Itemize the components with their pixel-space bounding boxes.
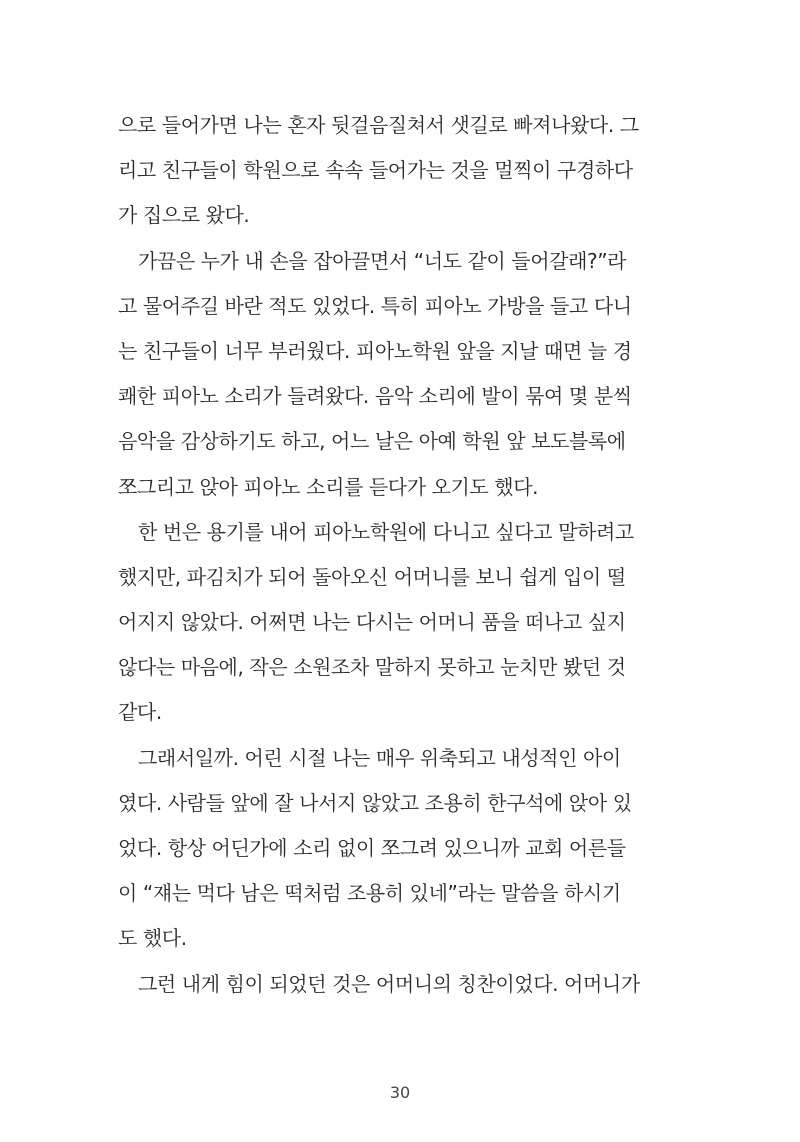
text-line: 가 집으로 왔다. — [118, 203, 250, 228]
text-line: 했지만, 파김치가 되어 돌아오신 어머니를 보니 쉽게 입이 떨 — [118, 564, 626, 589]
text-line: 이 “쟤는 먹다 남은 떡처럼 조용히 있네”라는 말씀을 하시기 — [118, 881, 621, 906]
text-line: 었다. 항상 어딘가에 소리 없이 쪼그려 있으니까 교회 어른들 — [118, 836, 626, 860]
text-line: 리고 친구들이 학원으로 속속 들어가는 것을 멀찍이 구경하다 — [118, 158, 633, 183]
paragraph-start-line: 그런 내게 힘이 되었던 것은 어머니의 칭찬이었다. 어머니가 — [138, 971, 640, 996]
paragraph-start-line: 가끔은 누가 내 손을 잡아끌면서 “너도 같이 들어갈래?”라 — [138, 248, 627, 273]
page-number: 30 — [389, 1083, 411, 1102]
text-line: 으로 들어가면 나는 혼자 뒷걸음질쳐서 샛길로 빠져나왔다. 그 — [118, 113, 639, 137]
paragraph-start-line: 한 번은 용기를 내어 피아노학원에 다니고 싶다고 말하려고 — [138, 519, 634, 544]
text-line: 쾌한 피아노 소리가 들려왔다. 음악 소리에 발이 묶여 몇 분씩 — [118, 384, 632, 409]
paragraph-start-line: 그래서일까. 어린 시절 나는 매우 위축되고 내성적인 아이 — [138, 745, 621, 770]
text-line: 음악을 감상하기도 하고, 어느 날은 아예 학원 앞 보도블록에 — [118, 429, 626, 454]
text-line: 는 친구들이 너무 부러웠다. 피아노학원 앞을 지날 때면 늘 경 — [118, 338, 632, 363]
text-line: 고 물어주길 바란 적도 있었다. 특히 피아노 가방을 들고 다니 — [118, 293, 632, 318]
text-line: 쪼그리고 앉아 피아노 소리를 듣다가 오기도 했다. — [118, 474, 539, 499]
text-line: 같다. — [118, 700, 162, 725]
body-text — [118, 103, 678, 1007]
text-line: 도 했다. — [118, 926, 187, 951]
text-line: 어지지 않았다. 어쩌면 나는 다시는 어머니 품을 떠나고 싶지 — [118, 610, 626, 635]
text-line: 였다. 사람들 앞에 잘 나서지 않았고 조용히 한구석에 앉아 있 — [118, 790, 632, 815]
text-line: 않다는 마음에, 작은 소원조차 말하지 못하고 눈치만 봤던 것 — [118, 655, 626, 680]
